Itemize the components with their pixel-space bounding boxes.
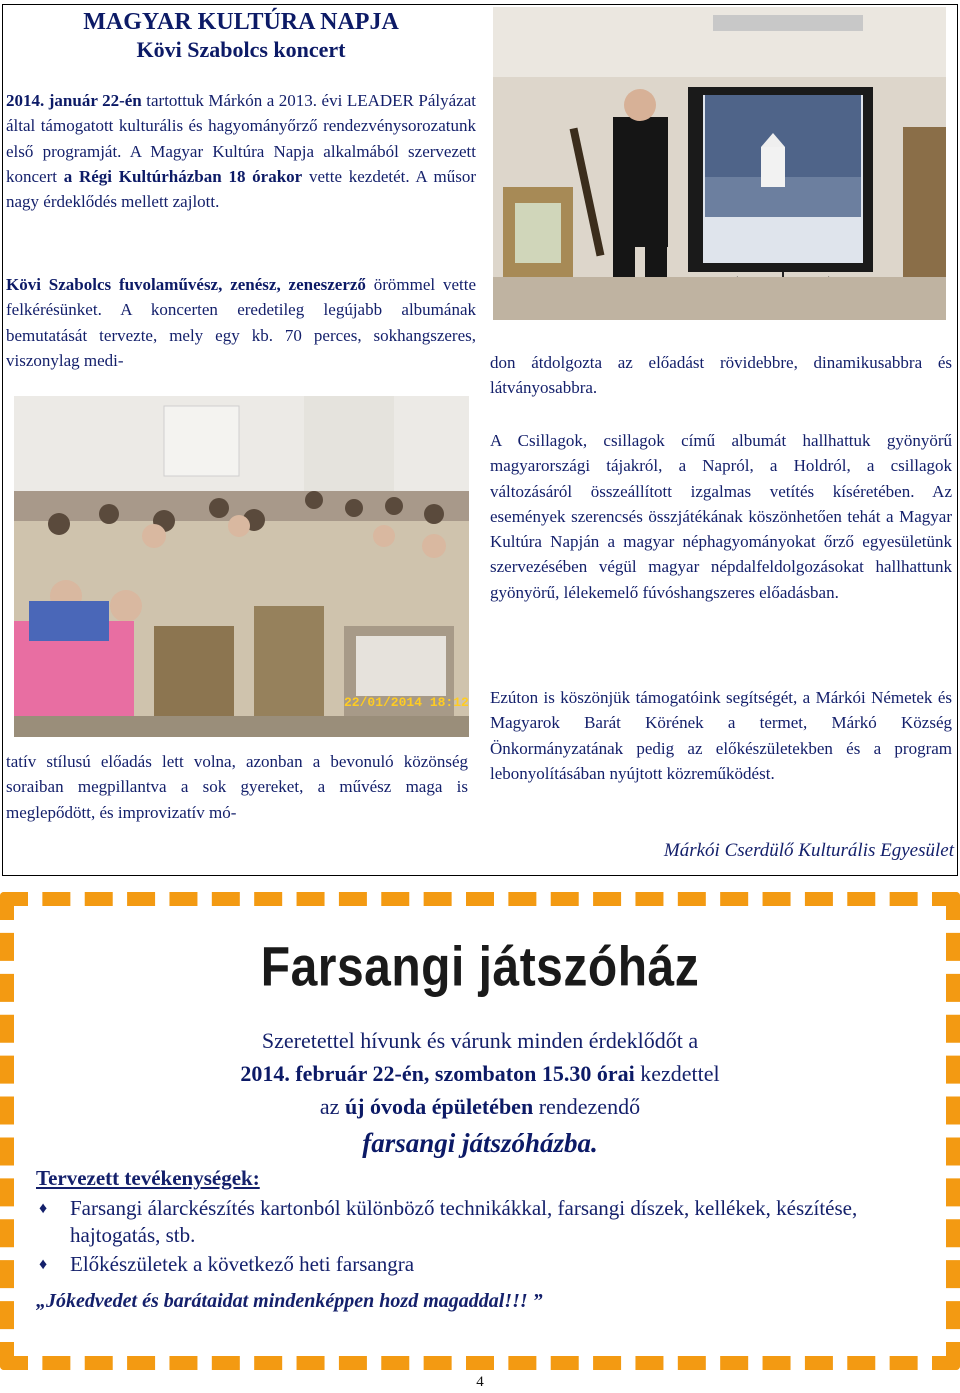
diamond-bullet-icon: ♦ [39,1256,48,1273]
audience-photo-timestamp: 22/01/2014 18:12 [344,695,469,710]
article-paragraph-6: Ezúton is köszönjük támogatóink segítségét, a Márkói Németek és Magyarok Barát Körének a termet, Márkó Község Önkormányzatának pedig az előkészületekben és a program lebonyolításában nyújtott közreműködést. [490,688,952,783]
article-paragraph-5: A Csillagok, csillagok című albumát hallhattuk gyönyörű magyarországi tájakról, a Napról, a Holdról, a csillagok változásáról összeállított izgalmas vetítés kíséretében. Az események szerencsés összjátékának köszönhetően tehát a Magyar Kultúra Napján a magyar néphagyományokat őrző egyesületünk szervezésében végül magyar népdalfeldolgozásokat hallhattunk gyönyörű, lélekemelő fúvóshangszeres előadásban. [490,431,952,602]
activities-section [36,1165,936,1280]
concert-place: a Régi Kultúrházban 18 órakor [63,166,303,186]
activity-text: Előkészületek a következő heti farsangra [70,1252,415,1276]
list-item [36,1195,936,1249]
invite-line-3-a: az [319,1094,345,1119]
article-paragraph-2 [6,272,476,373]
audience-photo [14,396,469,737]
concert-date: 2014. január 22-én [6,91,142,110]
concert-photo-drawing [493,7,946,320]
diamond-bullet-icon: ♦ [39,1200,48,1217]
page-number: 4 [476,1374,484,1390]
p1-text-b: vette kezdetét. A műsor nagy érdeklődés mellett zajlott. [6,166,476,212]
invite-line-2 [0,1057,960,1090]
invite-location: új óvoda épületében [344,1094,534,1119]
p2-text: örömmel vette felkérésünket. A koncerten eredetileg legújabb albumának bemutatását tervezte, mely egy kb. 70 perces, sokhangszeres, viszonylag medi- [6,275,476,370]
invite-date: 2014. február 22-én, szombaton 15.30 órai [240,1061,635,1086]
invite-heading: Farsangi játszóház [260,937,700,998]
invite-closing: „Jókedvedet és barátaidat mindenképpen hozd magaddal!!! ” [36,1290,543,1312]
concert-photo [493,7,946,320]
invite-line-2-rest: kezdettel [634,1061,720,1086]
invite-line-1: Szeretettel hívunk és várunk minden érdeklődőt a [261,1028,699,1053]
article-paragraph-3: tatív stílusú előadás lett volna, azonban a bevonuló közönség soraiban megpillantva a sok gyereket, a művész maga is meglepődött, és improvizatív mó- [6,752,468,822]
list-item [36,1251,936,1278]
article-paragraph-4: don átdolgozta az előadást rövidebbre, dinamikusabbra és látványosabbra. [490,353,952,398]
activity-text: Farsangi álarckészítés kartonból különböző technikákkal, farsangi díszek, kellékek, készítése, hajtogatás, stb. [70,1196,858,1247]
activities-heading: Tervezett tevékenységek: [36,1166,260,1190]
performer-name: Kövi Szabolcs fuvolaművész, zenész, zeneszerző [6,275,366,294]
invite-emphasis: farsangi játszóházba. [362,1128,598,1158]
invite-line-3-b: rendezendő [533,1094,641,1119]
p1-text-a: tartottuk Márkón a 2013. évi LEADER Pályázat által támogatott kulturális és hagyományőrző rendezvénysorozatunk első programját. A Magyar Kultúra Napja alkalmából szervezett koncert [6,91,476,186]
article-title-block [6,8,476,64]
invite-lines [0,1024,960,1123]
article-signature: Márkói Cserdülő Kulturális Egyesület [663,840,954,861]
activities-list [36,1195,936,1278]
invite-heading-block [0,937,960,998]
article-paragraph-1 [6,88,476,214]
article-subtitle: Kövi Szabolcs koncert [136,37,346,62]
article-title: MAGYAR KULTÚRA NAPJA [83,9,399,35]
invite-line-3 [0,1090,960,1123]
audience-photo-drawing [14,396,469,737]
